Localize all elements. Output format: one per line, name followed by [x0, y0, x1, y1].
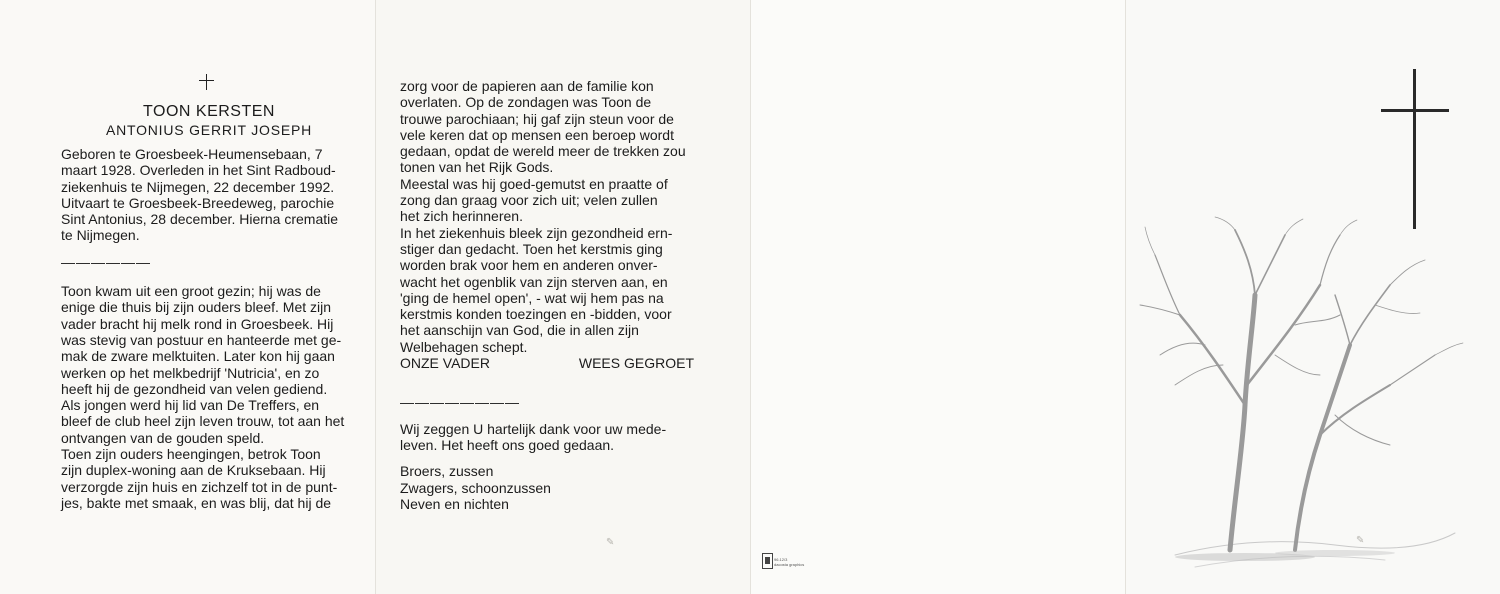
family-line: Neven en nichten	[400, 495, 509, 512]
thanks-line: leven. Het heeft ons goed gedaan.	[400, 436, 615, 453]
birth-line: ziekenhuis te Nijmegen, 22 december 1992.	[61, 178, 335, 195]
paper-mark: ✎	[606, 537, 615, 548]
cross-icon	[199, 74, 214, 90]
continued-line: het aanschijn van God, die in allen zijn	[400, 322, 639, 339]
continued-line: trouwe parochiaan; hij gaf zijn steun voor de	[400, 110, 674, 127]
continued-line: 'ging de hemel open', - wat wij hem pas na	[400, 289, 664, 306]
continued-line: In het ziekenhuis bleek zijn gezondheid ern-	[400, 224, 673, 241]
continued-line: wacht het ogenblik van zijn sterven aan, en	[400, 273, 668, 290]
fold-line	[750, 0, 751, 594]
life-line: enige die thuis bij zijn ouders bleef. Met zijn	[61, 299, 332, 316]
birth-line: Sint Antonius, 28 december. Hierna crematie	[61, 211, 339, 228]
continued-line: tonen van het Rijk Gods.	[400, 159, 554, 176]
paper-mark: ✎	[1356, 535, 1365, 546]
fold-line	[375, 0, 376, 594]
printer-logo-icon	[762, 553, 773, 569]
life-line: Als jongen werd hij lid van De Treffers, en	[61, 397, 320, 414]
text-column-right	[400, 78, 694, 512]
life-line: mak de zware melktuiten. Later kon hij gaan	[61, 348, 335, 365]
continued-line: vele keren dat op mensen een beroep wordt	[400, 126, 674, 143]
divider: ————————	[400, 394, 520, 411]
prayer-our-father: ONZE VADER	[400, 355, 490, 372]
life-line: verzorgde zijn huis en zichzelf tot in de punt-	[61, 478, 338, 495]
continued-line: Welbehagen schept.	[400, 338, 528, 355]
fold-line	[1125, 0, 1126, 594]
bare-tree-illustration	[1135, 215, 1475, 575]
family-line: Zwagers, schoonzussen	[400, 479, 551, 496]
printer-name: dacosta graphics	[774, 562, 805, 567]
birth-line: Geboren te Groesbeek-Heumensebaan, 7	[61, 146, 323, 162]
continued-line: het zich herinneren.	[400, 208, 523, 225]
continued-line: stiger dan gedacht. Toen het kerstmis ging	[400, 240, 663, 257]
continued-line: gedaan, opdat de wereld meer de trekken zou	[400, 143, 686, 160]
life-line: zijn duplex-woning aan de Kruksebaan. Hij	[61, 462, 326, 479]
printer-mark	[762, 553, 824, 571]
life-line: jes, bakte met smaak, en was blij, dat hij de	[61, 494, 332, 511]
life-line: bleef de club heel zijn leven trouw, tot aan het	[61, 413, 345, 430]
family-line: Broers, zussen	[400, 463, 494, 480]
prayers	[400, 355, 694, 371]
life-line: ontvangen van de gouden speld.	[61, 429, 265, 446]
life-line: werken op het melkbedrijf 'Nutricia', en zo	[61, 364, 320, 381]
birth-line: maart 1928. Overleden in het Sint Radboud-	[61, 162, 336, 179]
life-line: Toon kwam uit een groot gezin; hij was de	[61, 283, 321, 300]
life-line: Toen zijn ouders heengingen, betrok Toon	[61, 446, 321, 463]
continued-line: zong dan graag voor zich uit; velen zullen	[400, 192, 658, 209]
given-names: ANTONIUS GERRIT JOSEPH	[105, 122, 313, 138]
birth-line: te Nijmegen.	[61, 227, 140, 244]
life-line: was stevig van postuur en hanteerde met ge-	[61, 331, 342, 348]
cross-icon	[1381, 69, 1449, 229]
deceased-name: TOON KERSTEN	[143, 103, 275, 120]
divider: ——————	[61, 253, 151, 270]
prayer-hail-mary: WEES GEGROET	[578, 355, 694, 372]
panel-back-left	[750, 0, 1125, 594]
continued-line: overlaten. Op de zondagen was Toon de	[400, 94, 652, 111]
continued-line: worden brak voor hem en anderen onver-	[400, 257, 658, 274]
continued-line: zorg voor de papieren aan de familie kon	[400, 78, 654, 94]
birth-line: Uitvaart te Groesbeek-Breedeweg, parochie	[61, 194, 335, 211]
life-line: heeft hij de gezondheid van velen gediend.	[61, 380, 328, 397]
text-column-left	[61, 146, 357, 511]
continued-line: kerstmis konden toezingen en -bidden, voor	[400, 306, 672, 323]
continued-line: Meestal was hij goed-gemutst en praatte of	[400, 175, 668, 192]
printer-code: 96.12/3	[774, 557, 788, 562]
life-line: vader bracht hij melk rond in Groesbeek. Hij	[61, 315, 334, 332]
thanks-line: Wij zeggen U hartelijk dank voor uw mede-	[400, 420, 667, 437]
